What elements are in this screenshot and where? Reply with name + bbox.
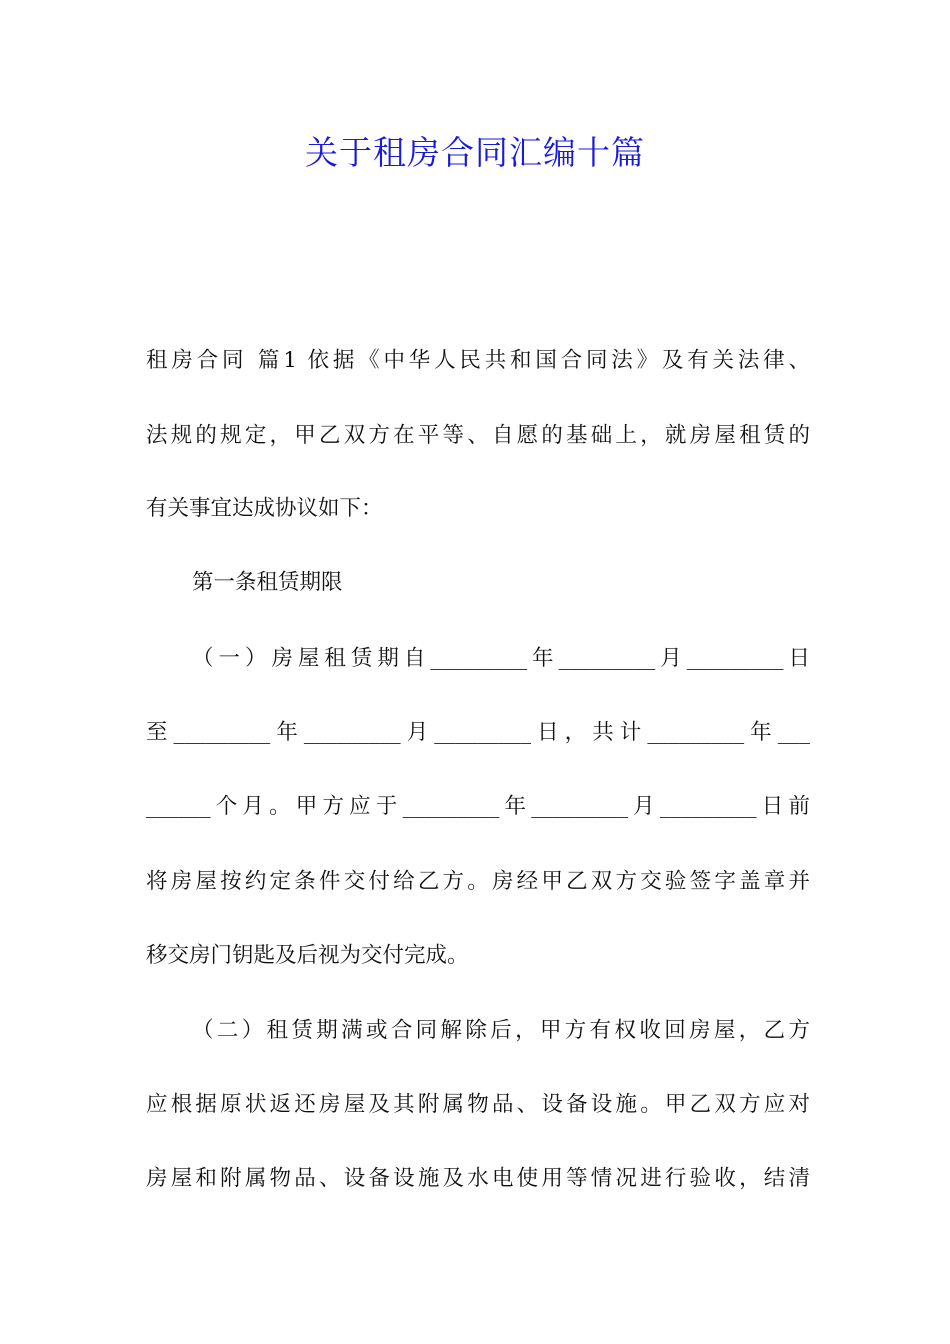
paragraph-line: 至_________年_________月_________日，共计_________年___ <box>146 720 810 745</box>
paragraph-line: 移交房门钥匙及后视为交付完成。 <box>146 943 469 968</box>
paragraph-line: 法规的规定，甲乙双方在平等、自愿的基础上，就房屋租赁的 <box>146 423 810 448</box>
paragraph-line: 有关事宜达成协议如下： <box>146 496 383 521</box>
paragraph-line: 应根据原状返还房屋及其附属物品、设备设施。甲乙双方应对 <box>146 1092 810 1117</box>
paragraph-line: 房屋和附属物品、设备设施及水电使用等情况进行验收，结清 <box>146 1166 810 1191</box>
paragraph-line: ______个月。甲方应于_________年_________月_________日前 <box>146 794 810 819</box>
paragraph-line: 租房合同 篇1 依据《中华人民共和国合同法》及有关法律、 <box>146 348 810 373</box>
document-title: 关于租房合同汇编十篇 <box>305 133 645 172</box>
paragraph-line: （一）房屋租赁期自_________年_________月_________日 <box>192 646 810 671</box>
paragraph-line: （二）租赁期满或合同解除后，甲方有权收回房屋，乙方 <box>192 1018 810 1043</box>
section-heading: 第一条租赁期限 <box>192 570 343 595</box>
paragraph-line: 将房屋按约定条件交付给乙方。房经甲乙双方交验签字盖章并 <box>146 869 810 894</box>
